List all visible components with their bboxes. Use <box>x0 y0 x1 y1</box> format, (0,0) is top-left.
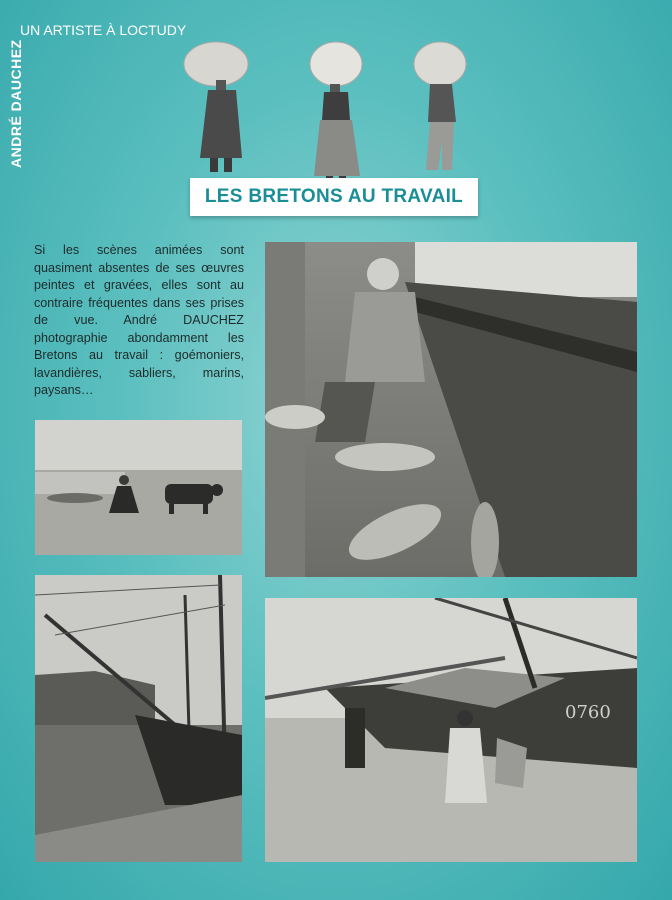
carriers-illustration <box>180 30 480 190</box>
hull-number: 0760 <box>565 702 611 723</box>
carrier-figure <box>414 42 466 170</box>
intro-paragraph: Si les scènes animées sont quasiment absentes de ses œuvres peintes et gravées, elles sont au contraire fréquentes dans ses prises de vue. André DAUCHEZ photographie abondamment les Bretons au travail : goémoniers, lavandières, sabliers, marins, paysans… <box>34 243 244 397</box>
photo-fisherman-tuna <box>265 242 637 577</box>
series-kicker: UN ARTISTE À LOCTUDY <box>20 22 187 38</box>
carrier-figure <box>184 42 248 172</box>
page-title: LES BRETONS AU TRAVAIL <box>204 186 464 207</box>
side-author-label: ANDRÉ DAUCHEZ <box>8 39 24 168</box>
photo-woman-cow-shore <box>35 420 242 555</box>
carrier-figure <box>310 42 362 186</box>
title-banner <box>190 178 478 216</box>
photo-sailing-ship <box>35 575 242 862</box>
photo-sand-boat <box>265 598 637 862</box>
